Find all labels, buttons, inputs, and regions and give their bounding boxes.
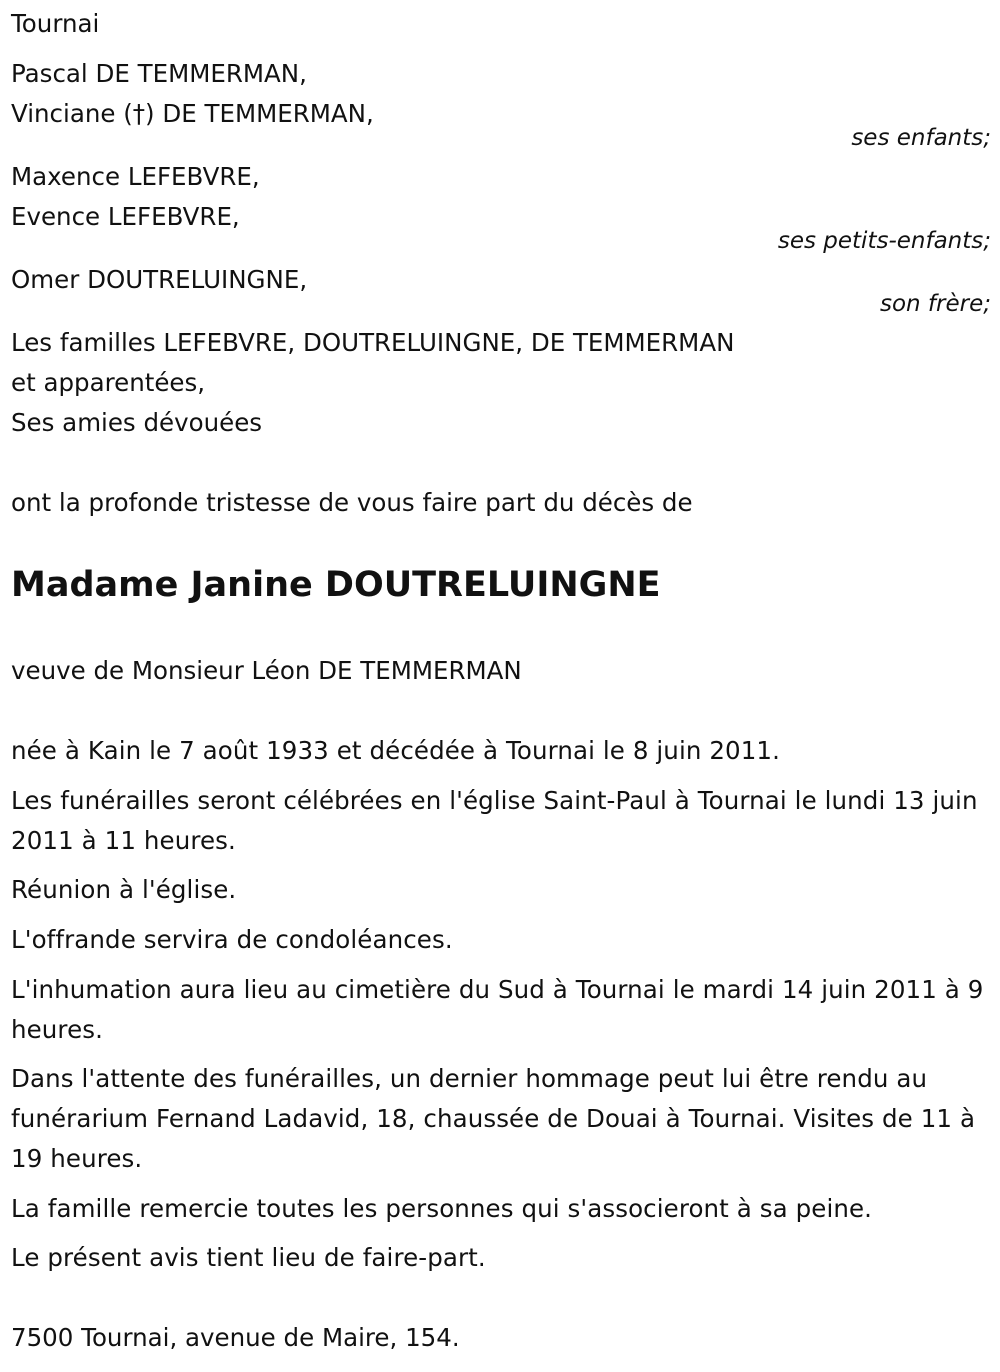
address-line: 7500 Tournai, avenue de Maire, 154.	[11, 1323, 460, 1352]
funeral-ceremony-paragraph: Les funérailles seront célébrées en l'église Saint-Paul à Tournai le lundi 13 juin 2011 à 11 heures.	[11, 786, 978, 855]
reunion-line: Réunion à l'église.	[11, 875, 237, 904]
grandchildren-role: ses petits-enfants;	[777, 228, 991, 254]
families-line: Ses amies dévouées	[11, 408, 263, 437]
families-line: Les familles LEFEBVRE, DOUTRELUINGNE, DE TEMMERMAN	[11, 328, 735, 357]
children-role: ses enfants;	[851, 125, 991, 151]
grandchild-name: Evence LEFEBVRE,	[11, 202, 240, 231]
brother-role: son frère;	[879, 291, 991, 317]
city-heading: Tournai	[11, 9, 100, 38]
offering-line: L'offrande servira de condoléances.	[11, 925, 453, 954]
families-line: et apparentées,	[11, 368, 206, 397]
child-name: Pascal DE TEMMERMAN,	[11, 59, 307, 88]
birth-death-line: née à Kain le 7 août 1933 et décédée à Tournai le 8 juin 2011.	[11, 736, 781, 765]
brother-name: Omer DOUTRELUINGNE,	[11, 265, 308, 294]
child-name: Vinciane (†) DE TEMMERMAN,	[11, 99, 374, 128]
announcement-text: ont la profonde tristesse de vous faire part du décès de	[11, 488, 693, 517]
spouse-line: veuve de Monsieur Léon DE TEMMERMAN	[11, 656, 522, 685]
notice-line: Le présent avis tient lieu de faire-part.	[11, 1243, 486, 1272]
deceased-name: Madame Janine DOUTRELUINGNE	[11, 565, 661, 605]
thanks-line: La famille remercie toutes les personnes qui s'associeront à sa peine.	[11, 1194, 873, 1223]
burial-paragraph: L'inhumation aura lieu au cimetière du Sud à Tournai le mardi 14 juin 2011 à 9 heures.	[11, 975, 984, 1044]
tribute-paragraph: Dans l'attente des funérailles, un dernier hommage peut lui être rendu au funérarium Fernand Ladavid, 18, chaussée de Douai à Tournai. Visites de 11 à 19 heures.	[11, 1064, 976, 1173]
grandchild-name: Maxence LEFEBVRE,	[11, 162, 260, 191]
